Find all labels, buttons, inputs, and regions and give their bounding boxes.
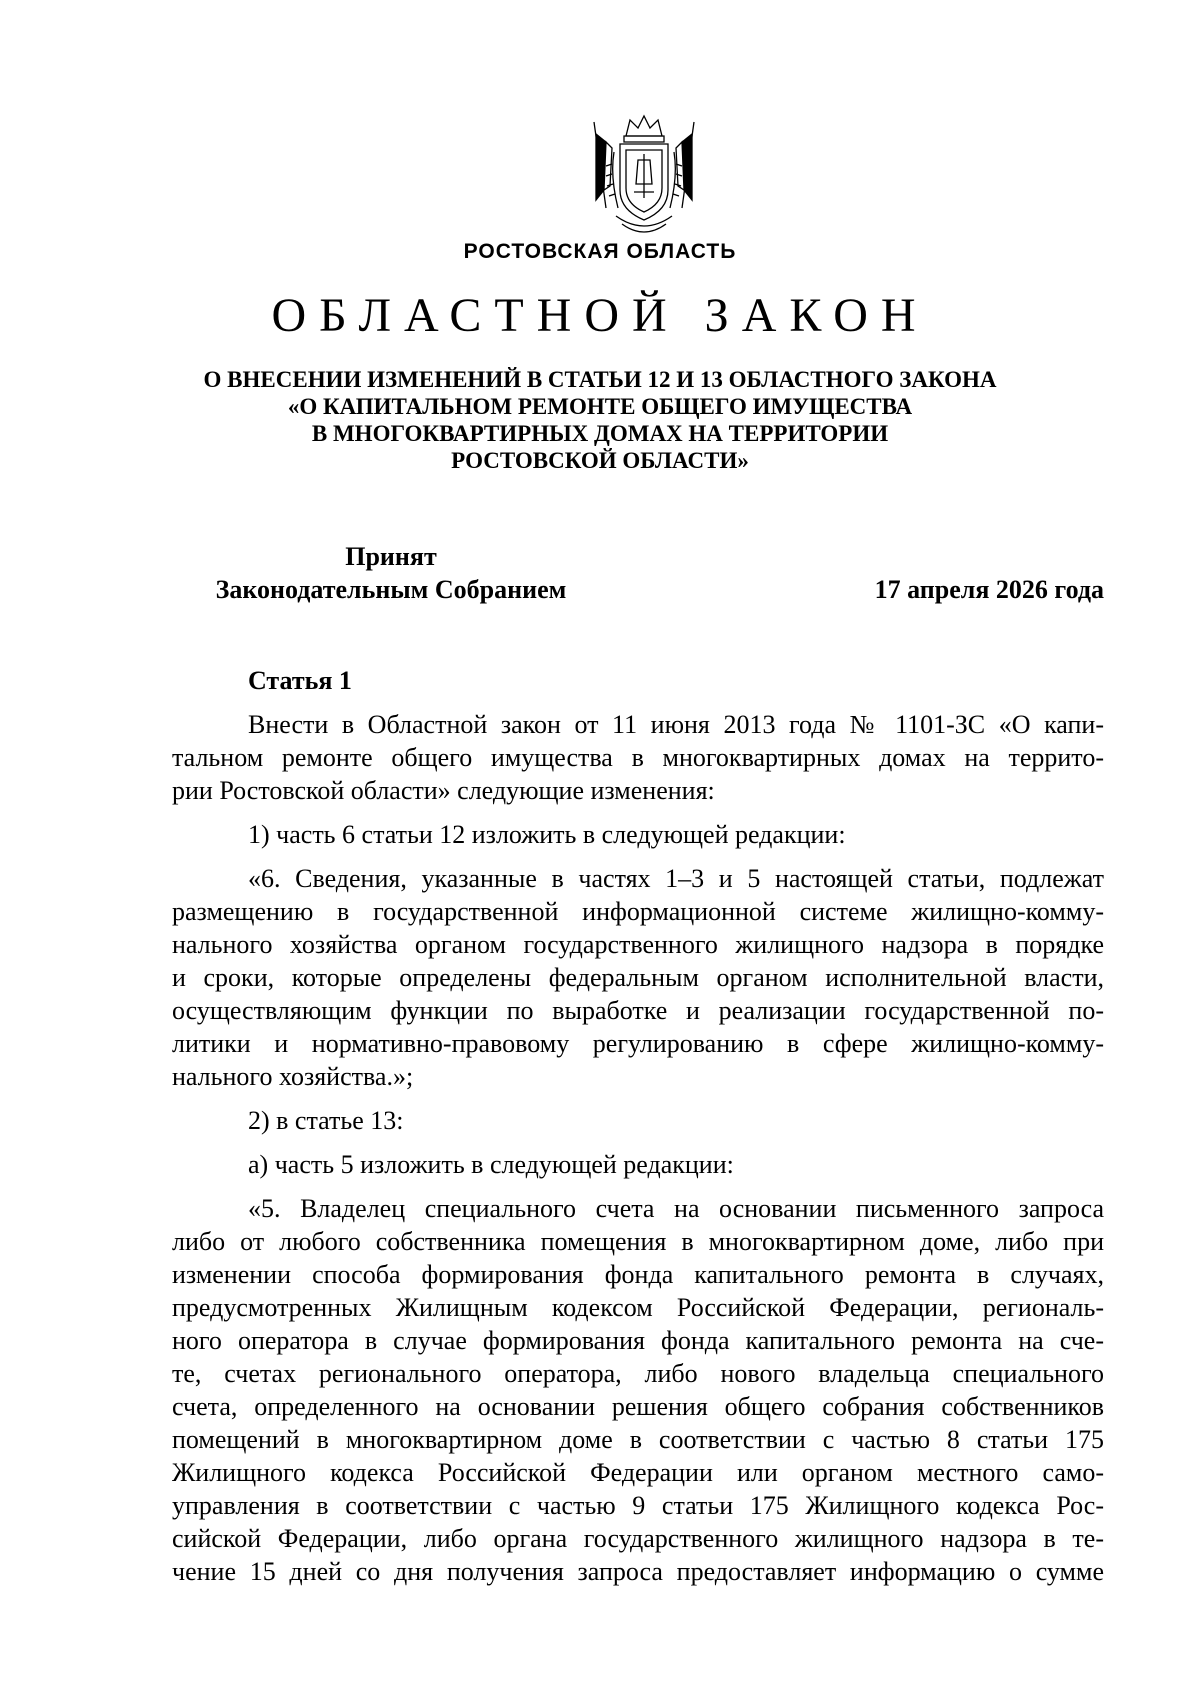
adoption-line-2: Законодательным Собранием bbox=[215, 575, 567, 604]
law-type-title: ОБЛАСТНОЙ ЗАКОН bbox=[271, 289, 929, 342]
text-line: «6. Сведения, указанные в частях 1–3 и 5 настоящей статьи, подлежат bbox=[248, 864, 1104, 893]
text-line: Жилищного кодекса Российской Федерации или органом местного само- bbox=[172, 1458, 1104, 1487]
coat-of-arms-emblem bbox=[588, 112, 700, 240]
text-line: либо от любого собственника помещения в многоквартирном доме, либо при bbox=[172, 1227, 1104, 1256]
text-line: «5. Владелец специального счета на основании письменного запроса bbox=[248, 1194, 1104, 1223]
adoption-date: 17 апреля 2026 года bbox=[874, 575, 1104, 604]
text-line: литики и нормативно-правовому регулированию в сфере жилищно-комму- bbox=[172, 1029, 1104, 1058]
law-subject-line: РОСТОВСКОЙ ОБЛАСТИ» bbox=[451, 448, 749, 473]
text-line: предусмотренных Жилищным кодексом Российской Федерации, региональ- bbox=[172, 1293, 1104, 1322]
adoption-statement bbox=[176, 540, 606, 606]
text-line: чение 15 дней со дня получения запроса предоставляет информацию о сумме bbox=[172, 1557, 1104, 1586]
region-name: РОСТОВСКАЯ ОБЛАСТЬ bbox=[463, 240, 737, 263]
article-body bbox=[172, 708, 1104, 1588]
text-line: счета, определенного на основании решения общего собрания собственников bbox=[172, 1392, 1104, 1421]
text-line: помещений в многоквартирном доме в соответствии с частью 8 статьи 175 bbox=[172, 1425, 1104, 1454]
text-line: 2) в статье 13: bbox=[248, 1106, 404, 1135]
law-subject bbox=[170, 366, 1030, 474]
text-line: нального хозяйства органом государственного жилищного надзора в порядке bbox=[172, 930, 1104, 959]
text-line: рии Ростовской области» следующие изменения: bbox=[172, 776, 715, 805]
text-line: осуществляющим функции по выработке и реализации государственной по- bbox=[172, 996, 1104, 1025]
text-line: сийской Федерации, либо органа государственного жилищного надзора в те- bbox=[172, 1524, 1104, 1553]
text-line: изменении способа формирования фонда капитального ремонта в случаях, bbox=[172, 1260, 1104, 1289]
text-line: 1) часть 6 статьи 12 изложить в следующей редакции: bbox=[248, 820, 846, 849]
text-line: те, счетах регионального оператора, либо нового владельца специального bbox=[172, 1359, 1104, 1388]
text-line: и сроки, которые определены федеральным органом исполнительной власти, bbox=[172, 963, 1104, 992]
text-line: ного оператора в случае формирования фонда капитального ремонта на сче- bbox=[172, 1326, 1104, 1355]
text-line: Внести в Областной закон от 11 июня 2013 года № 1101-ЗС «О капи- bbox=[248, 710, 1104, 739]
article-heading: Статья 1 bbox=[248, 666, 352, 695]
text-line: размещению в государственной информационной системе жилищно-комму- bbox=[172, 897, 1104, 926]
text-line: а) часть 5 изложить в следующей редакции: bbox=[248, 1150, 734, 1179]
law-subject-line: В МНОГОКВАРТИРНЫХ ДОМАХ НА ТЕРРИТОРИИ bbox=[311, 421, 889, 446]
text-line: управления в соответствии с частью 9 статьи 175 Жилищного кодекса Рос- bbox=[172, 1491, 1104, 1520]
text-line: тальном ремонте общего имущества в многоквартирных домах на террито- bbox=[172, 743, 1104, 772]
text-line: нального хозяйства.»; bbox=[172, 1062, 414, 1091]
law-subject-line: «О КАПИТАЛЬНОМ РЕМОНТЕ ОБЩЕГО ИМУЩЕСТВА bbox=[287, 394, 913, 419]
adoption-line-1: Принят bbox=[345, 542, 437, 571]
law-subject-line: О ВНЕСЕНИИ ИЗМЕНЕНИЙ В СТАТЬИ 12 И 13 ОБЛАСТНОГО ЗАКОНА bbox=[203, 367, 997, 392]
